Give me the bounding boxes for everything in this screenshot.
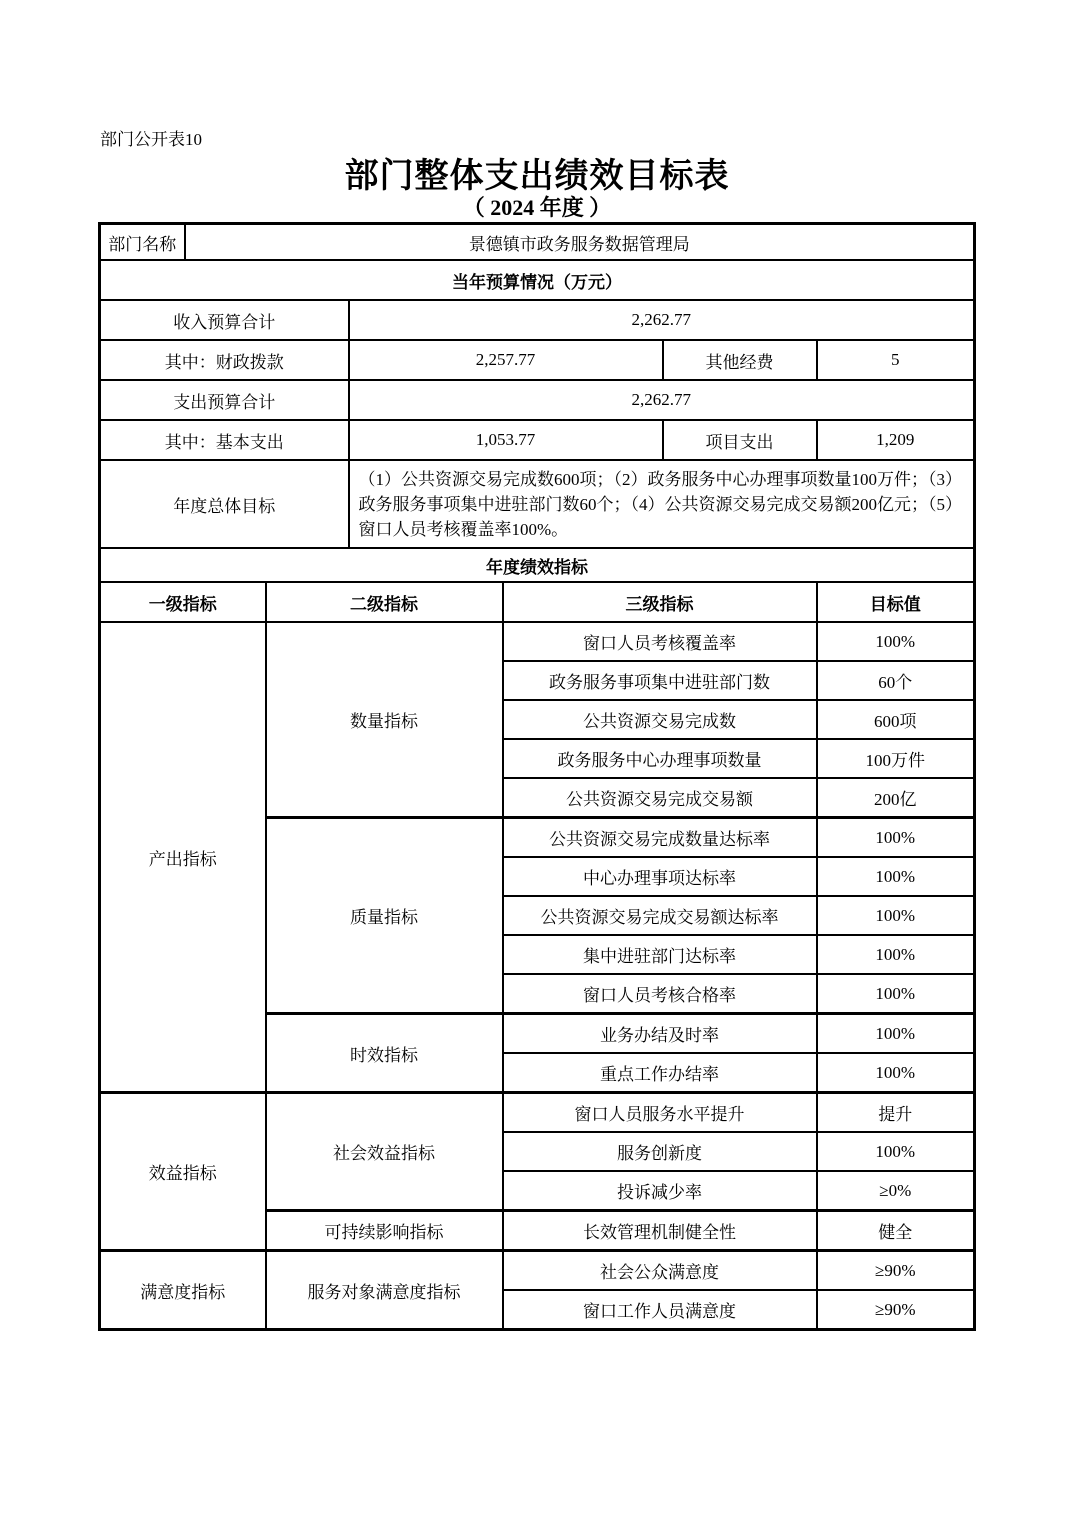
indicator-l3: 政务服务中心办理事项数量 — [503, 739, 817, 778]
other-funds-value: 5 — [817, 340, 975, 380]
indicator-target: 100% — [817, 974, 975, 1014]
indicators-header-row — [100, 582, 975, 622]
indicator-l3: 政务服务事项集中进驻部门数 — [503, 661, 817, 700]
indicator-target: 100% — [817, 818, 975, 858]
level1-output: 产出指标 — [100, 622, 266, 1093]
expense-total-label: 支出预算合计 — [100, 380, 349, 420]
indicator-l3: 重点工作办结率 — [503, 1053, 817, 1093]
indicator-l3: 投诉减少率 — [503, 1171, 817, 1211]
budget-section-title: 当年预算情况（万元） — [100, 260, 975, 300]
indicator-row — [100, 1251, 975, 1291]
indicator-l3: 社会公众满意度 — [503, 1251, 817, 1291]
level2-timeliness: 时效指标 — [266, 1014, 503, 1093]
indicator-target: 100% — [817, 935, 975, 974]
indicator-l3: 服务创新度 — [503, 1132, 817, 1171]
indicator-l3: 窗口人员服务水平提升 — [503, 1093, 817, 1133]
indicator-l3: 窗口人员考核覆盖率 — [503, 622, 817, 661]
income-total-label: 收入预算合计 — [100, 300, 349, 340]
indicator-target: 100% — [817, 1132, 975, 1171]
indicator-target: ≥90% — [817, 1251, 975, 1291]
indicator-l3: 公共资源交易完成数 — [503, 700, 817, 739]
indicator-l3: 集中进驻部门达标率 — [503, 935, 817, 974]
expense-total-row — [100, 380, 975, 420]
level2-quality: 质量指标 — [266, 818, 503, 1014]
indicator-target: ≥0% — [817, 1171, 975, 1211]
indicator-row — [100, 1093, 975, 1133]
fiscal-value: 2,257.77 — [349, 340, 663, 380]
level2-quantity: 数量指标 — [266, 622, 503, 818]
indicator-row — [100, 622, 975, 661]
annual-goal-text: （1）公共资源交易完成数600项；（2）政务服务中心办理事项数量100万件；（3）政务服务事项集中进驻部门数60个；（4）公共资源交易完成交易额200亿元；（5）窗口人员考核覆盖率100%。 — [349, 460, 975, 548]
dept-label: 部门名称 — [100, 224, 185, 261]
expense-total-value: 2,262.77 — [349, 380, 975, 420]
project-expense-value: 1,209 — [817, 420, 975, 460]
indicator-l3: 业务办结及时率 — [503, 1014, 817, 1054]
indicator-l3: 窗口人员考核合格率 — [503, 974, 817, 1014]
indicator-target: 健全 — [817, 1211, 975, 1251]
indicator-target: ≥90% — [817, 1290, 975, 1330]
indicator-l3: 长效管理机制健全性 — [503, 1211, 817, 1251]
basic-expense-value: 1,053.77 — [349, 420, 663, 460]
level2-sustainability: 可持续影响指标 — [266, 1211, 503, 1251]
annual-goal-label: 年度总体目标 — [100, 460, 349, 548]
indicator-target: 100% — [817, 857, 975, 896]
indicators-section-title: 年度绩效指标 — [100, 548, 975, 582]
indicator-l3: 公共资源交易完成交易额达标率 — [503, 896, 817, 935]
level1-satisfaction: 满意度指标 — [100, 1251, 266, 1330]
level2-social-benefit: 社会效益指标 — [266, 1093, 503, 1211]
budget-section-row — [100, 260, 975, 300]
indicator-l3: 窗口工作人员满意度 — [503, 1290, 817, 1330]
page-subtitle: （ 2024 年度 ） — [462, 195, 612, 220]
indicators-section-row — [100, 548, 975, 582]
indicator-target: 60个 — [817, 661, 975, 700]
income-total-row — [100, 300, 975, 340]
annual-goal-row — [100, 460, 975, 548]
doc-label: 部门公开表10 — [100, 130, 202, 149]
basic-expense-label: 其中：基本支出 — [100, 420, 349, 460]
header-level1: 一级指标 — [100, 582, 266, 622]
header-target: 目标值 — [817, 582, 975, 622]
indicator-l3: 中心办理事项达标率 — [503, 857, 817, 896]
indicator-target: 600项 — [817, 700, 975, 739]
indicator-target: 100% — [817, 622, 975, 661]
indicator-target: 提升 — [817, 1093, 975, 1133]
indicator-target: 200亿 — [817, 778, 975, 818]
level1-benefit: 效益指标 — [100, 1093, 266, 1251]
dept-value: 景德镇市政务服务数据管理局 — [185, 224, 975, 261]
indicator-target: 100% — [817, 1014, 975, 1054]
indicator-target: 100% — [817, 896, 975, 935]
other-funds-label: 其他经费 — [663, 340, 817, 380]
fiscal-label: 其中：财政拨款 — [100, 340, 349, 380]
level2-service-satisfaction: 服务对象满意度指标 — [266, 1251, 503, 1330]
page-title: 部门整体支出绩效目标表 — [344, 158, 730, 195]
project-expense-label: 项目支出 — [663, 420, 817, 460]
dept-row — [100, 224, 975, 261]
header-level2: 二级指标 — [266, 582, 503, 622]
performance-target-table — [98, 222, 976, 1331]
indicator-l3: 公共资源交易完成交易额 — [503, 778, 817, 818]
header-level3: 三级指标 — [503, 582, 817, 622]
fiscal-row — [100, 340, 975, 380]
income-total-value: 2,262.77 — [349, 300, 975, 340]
indicator-target: 100万件 — [817, 739, 975, 778]
indicator-l3: 公共资源交易完成数量达标率 — [503, 818, 817, 858]
basic-expense-row — [100, 420, 975, 460]
indicator-target: 100% — [817, 1053, 975, 1093]
